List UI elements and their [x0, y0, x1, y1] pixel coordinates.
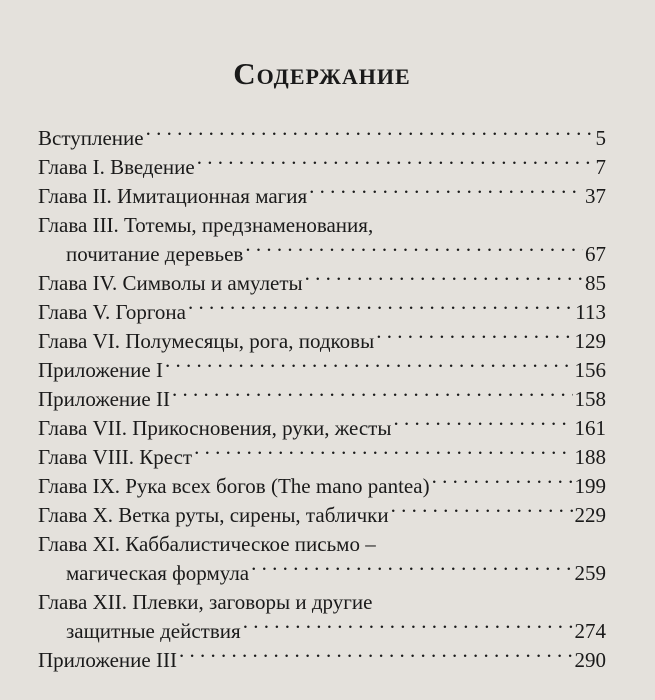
toc-entry-continuation [38, 240, 606, 269]
dot-leader [243, 617, 573, 638]
toc-entry-title: почитание деревьев [66, 242, 244, 266]
dot-leader [376, 327, 572, 348]
dot-leader [305, 269, 583, 290]
toc-entry-line [38, 530, 606, 559]
dot-leader [179, 646, 573, 667]
toc-entry-line [38, 501, 606, 530]
toc-entry-line [38, 414, 606, 443]
toc-page-number: 113 [575, 300, 606, 324]
toc-entry-line [38, 588, 606, 617]
toc-entry-line [38, 385, 606, 414]
dot-leader [391, 501, 573, 522]
toc-entry [38, 124, 606, 153]
toc-entry-line [38, 472, 606, 501]
table-of-contents-page [38, 56, 606, 675]
toc-entry-title: Глава VIII. Крест [38, 445, 193, 469]
toc-entry-line [38, 153, 606, 182]
toc-page-number: 67 [585, 242, 606, 266]
toc-entry-line [38, 356, 606, 385]
dot-leader [251, 559, 572, 580]
dot-leader [194, 443, 572, 464]
toc-entry-line [38, 182, 606, 211]
toc-entry-line [38, 269, 606, 298]
toc-page-number: 188 [574, 445, 606, 469]
toc-entry-title: Приложение III [38, 648, 177, 672]
toc-entry [38, 443, 606, 472]
toc-entry-line [38, 646, 606, 675]
dot-leader [188, 298, 573, 319]
dot-leader [165, 356, 573, 377]
toc-entry-title: Приложение II [38, 387, 170, 411]
toc-entry [38, 269, 606, 298]
dot-leader [432, 472, 573, 493]
toc-entry [38, 182, 606, 211]
toc-entry [38, 501, 606, 530]
toc-page-number: 129 [574, 329, 606, 353]
toc-entry-continuation [38, 559, 606, 588]
dot-leader [146, 124, 594, 145]
toc-page-number: 274 [574, 619, 606, 643]
toc-page-number: 37 [585, 184, 606, 208]
toc-entry-title: Глава VII. Прикосновения, руки, жесты [38, 416, 392, 440]
toc-page-number: 290 [574, 648, 606, 672]
toc-list [38, 124, 606, 675]
toc-page-number: 199 [574, 474, 606, 498]
toc-entry-title: магическая формула [66, 561, 250, 585]
toc-entry-title: Глава VI. Полумесяцы, рога, подковы [38, 329, 375, 353]
toc-entry-line [38, 211, 606, 240]
toc-entry [38, 530, 606, 588]
toc-page-number: 7 [595, 155, 606, 179]
toc-entry-line [38, 124, 606, 153]
toc-page-number: 85 [585, 271, 606, 295]
toc-entry-title: Приложение I [38, 358, 163, 382]
toc-entry-line [38, 443, 606, 472]
toc-entry-title: Глава XI. Каббалистическое письмо – [38, 532, 376, 556]
toc-page-number: 5 [595, 126, 606, 150]
page-title: Содержание [233, 56, 411, 91]
toc-entry-title: Глава IX. Рука всех богов (The mano pantea) [38, 474, 430, 498]
toc-entry-line [38, 327, 606, 356]
toc-entry-continuation [38, 617, 606, 646]
toc-page-number: 158 [574, 387, 606, 411]
toc-entry-title: Глава X. Ветка руты, сирены, таблички [38, 503, 389, 527]
toc-entry-title: Глава IV. Символы и амулеты [38, 271, 303, 295]
toc-entry [38, 327, 606, 356]
toc-page-number: 259 [574, 561, 606, 585]
toc-entry [38, 646, 606, 675]
toc-entry-title: Глава XII. Плевки, заговоры и другие [38, 590, 373, 614]
dot-leader [309, 182, 583, 203]
toc-entry-line [38, 298, 606, 327]
toc-page-number: 156 [574, 358, 606, 382]
toc-entry [38, 298, 606, 327]
dot-leader [245, 240, 583, 261]
toc-entry-title: защитные действия [66, 619, 241, 643]
dot-leader [172, 385, 573, 406]
toc-entry [38, 414, 606, 443]
dot-leader [393, 414, 572, 435]
toc-entry-title: Глава V. Горгона [38, 300, 186, 324]
toc-page-number: 161 [574, 416, 606, 440]
toc-entry [38, 153, 606, 182]
toc-entry [38, 211, 606, 269]
toc-entry [38, 356, 606, 385]
toc-entry [38, 588, 606, 646]
toc-entry [38, 385, 606, 414]
toc-page-number: 229 [574, 503, 606, 527]
toc-entry-title: Глава II. Имитационная магия [38, 184, 308, 208]
dot-leader [197, 153, 594, 174]
toc-entry-title: Глава I. Введение [38, 155, 195, 179]
toc-entry [38, 472, 606, 501]
toc-entry-title: Вступление [38, 126, 144, 150]
toc-entry-title: Глава III. Тотемы, предзнаменования, [38, 213, 374, 237]
